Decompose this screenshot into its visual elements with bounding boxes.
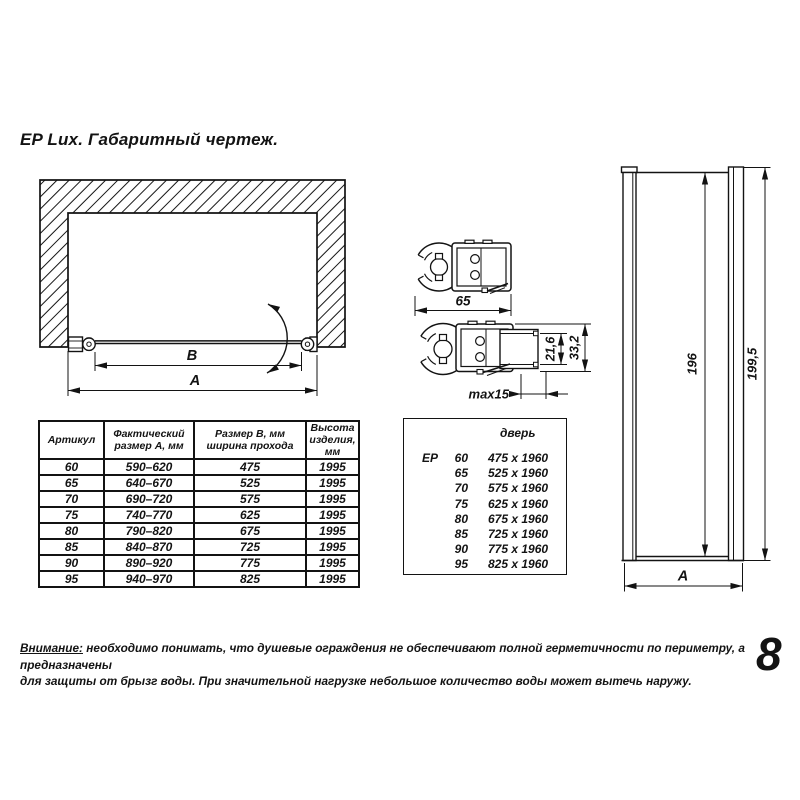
size-cell: 825 [194, 571, 306, 587]
size-cell: 1995 [306, 523, 359, 539]
door-panel [95, 341, 302, 344]
size-cell: 60 [39, 459, 104, 475]
size-table-row [39, 507, 359, 523]
page-number: 8 [756, 628, 782, 680]
warning-text: необходимо понимать, что душевые ограждения не обеспечивают полной герметичности по периметру, а предназначены [20, 641, 745, 672]
size-table-row [39, 523, 359, 539]
glass-dimensions: 575 x 1960 [488, 481, 549, 496]
size-table-header-row [39, 421, 359, 459]
size-table [38, 420, 360, 588]
size-cell: 1995 [306, 491, 359, 507]
glass-dimensions: 725 x 1960 [488, 526, 549, 541]
size-cell: 675 [194, 523, 306, 539]
size-cell: 590–620 [104, 459, 194, 475]
dim-label-33-2: 33,2 [567, 335, 582, 360]
glass-artikul: 80 [454, 511, 468, 526]
warning-line-1 [20, 640, 768, 673]
glass-dimensions: 525 x 1960 [488, 466, 549, 481]
glass-size-row [444, 497, 566, 512]
size-cell: 725 [194, 539, 306, 555]
size-cell: 640–670 [104, 475, 194, 491]
size-cell: 1995 [306, 507, 359, 523]
glass-size-row [444, 466, 566, 481]
left-hinge [69, 337, 96, 352]
size-cell: 890–920 [104, 555, 194, 571]
glass-artikul: 60 [454, 451, 468, 465]
dim-label-a: A [189, 373, 201, 389]
size-cell: 775 [194, 555, 306, 571]
size-table-header: Фактический размер А, мм [104, 421, 194, 459]
series-label: EP [422, 451, 439, 465]
glass-dimensions: 675 x 1960 [488, 511, 549, 526]
glass-size-row [444, 481, 566, 496]
glass-artikul: 85 [454, 526, 468, 541]
size-cell: 1995 [306, 539, 359, 555]
right-hinge [301, 337, 317, 352]
size-cell: 1995 [306, 475, 359, 491]
size-cell: 85 [39, 539, 104, 555]
warning-label: Внимание: [20, 641, 83, 655]
glass-artikul: 90 [454, 542, 468, 557]
size-cell: 840–870 [104, 539, 194, 555]
size-cell: 740–770 [104, 507, 194, 523]
size-cell: 790–820 [104, 523, 194, 539]
size-table-row [39, 539, 359, 555]
glass-dimensions: 775 x 1960 [488, 542, 549, 557]
size-cell: 70 [39, 491, 104, 507]
dim-label-65: 65 [455, 293, 471, 309]
glass-size-row [444, 512, 566, 527]
dim-label-max15: max15 [468, 386, 509, 402]
page-title: EP Lux. Габаритный чертеж. [20, 130, 279, 149]
size-cell: 690–720 [104, 491, 194, 507]
size-table-row [39, 555, 359, 571]
glass-artikul: 65 [454, 466, 468, 481]
wall-hatched-outline [40, 180, 345, 347]
size-table-header: Высота изделия, мм [306, 421, 359, 459]
door-swing-arc [267, 304, 287, 373]
glass-size-row [444, 527, 566, 542]
dim-label-a-elevation: A [677, 568, 689, 585]
glass-size-row [444, 542, 566, 557]
size-cell: 940–970 [104, 571, 194, 587]
size-cell: 80 [39, 523, 104, 539]
size-cell: 525 [194, 475, 306, 491]
warning-note [20, 640, 768, 690]
dim-label-199-5: 199,5 [744, 347, 760, 381]
glass-size-row [444, 451, 566, 466]
size-cell: 1995 [306, 555, 359, 571]
size-table-row [39, 459, 359, 475]
size-cell: 95 [39, 571, 104, 587]
dim-label-21-6: 21,6 [543, 336, 558, 362]
warning-line-2: для защиты от брызг воды. При значительной нагрузке небольшое количество воды может вытечь наружу. [20, 674, 692, 688]
glass-artikul: 75 [454, 496, 468, 511]
dim-label-196: 196 [684, 353, 700, 375]
size-cell: 1995 [306, 571, 359, 587]
size-cell: 65 [39, 475, 104, 491]
size-cell: 575 [194, 491, 306, 507]
glass-size-table [403, 418, 567, 575]
size-table-row [39, 571, 359, 587]
size-cell: 1995 [306, 459, 359, 475]
glass-size-row [444, 557, 566, 572]
glass-dimensions: 625 x 1960 [488, 496, 549, 511]
glass-artikul: 70 [454, 481, 468, 496]
dim-label-b: B [186, 348, 198, 364]
size-cell: 75 [39, 507, 104, 523]
glass-dimensions: 825 x 1960 [488, 557, 549, 572]
size-cell: 90 [39, 555, 104, 571]
size-table-header: Размер В, мм ширина прохода [194, 421, 306, 459]
size-table-row [39, 491, 359, 507]
size-table-header: Артикул [39, 421, 104, 459]
size-cell: 475 [194, 459, 306, 475]
size-table-row [39, 475, 359, 491]
glass-table-header: дверь [500, 426, 536, 440]
glass-dimensions: 475 x 1960 [488, 451, 549, 465]
glass-artikul: 95 [454, 557, 468, 572]
size-cell: 625 [194, 507, 306, 523]
